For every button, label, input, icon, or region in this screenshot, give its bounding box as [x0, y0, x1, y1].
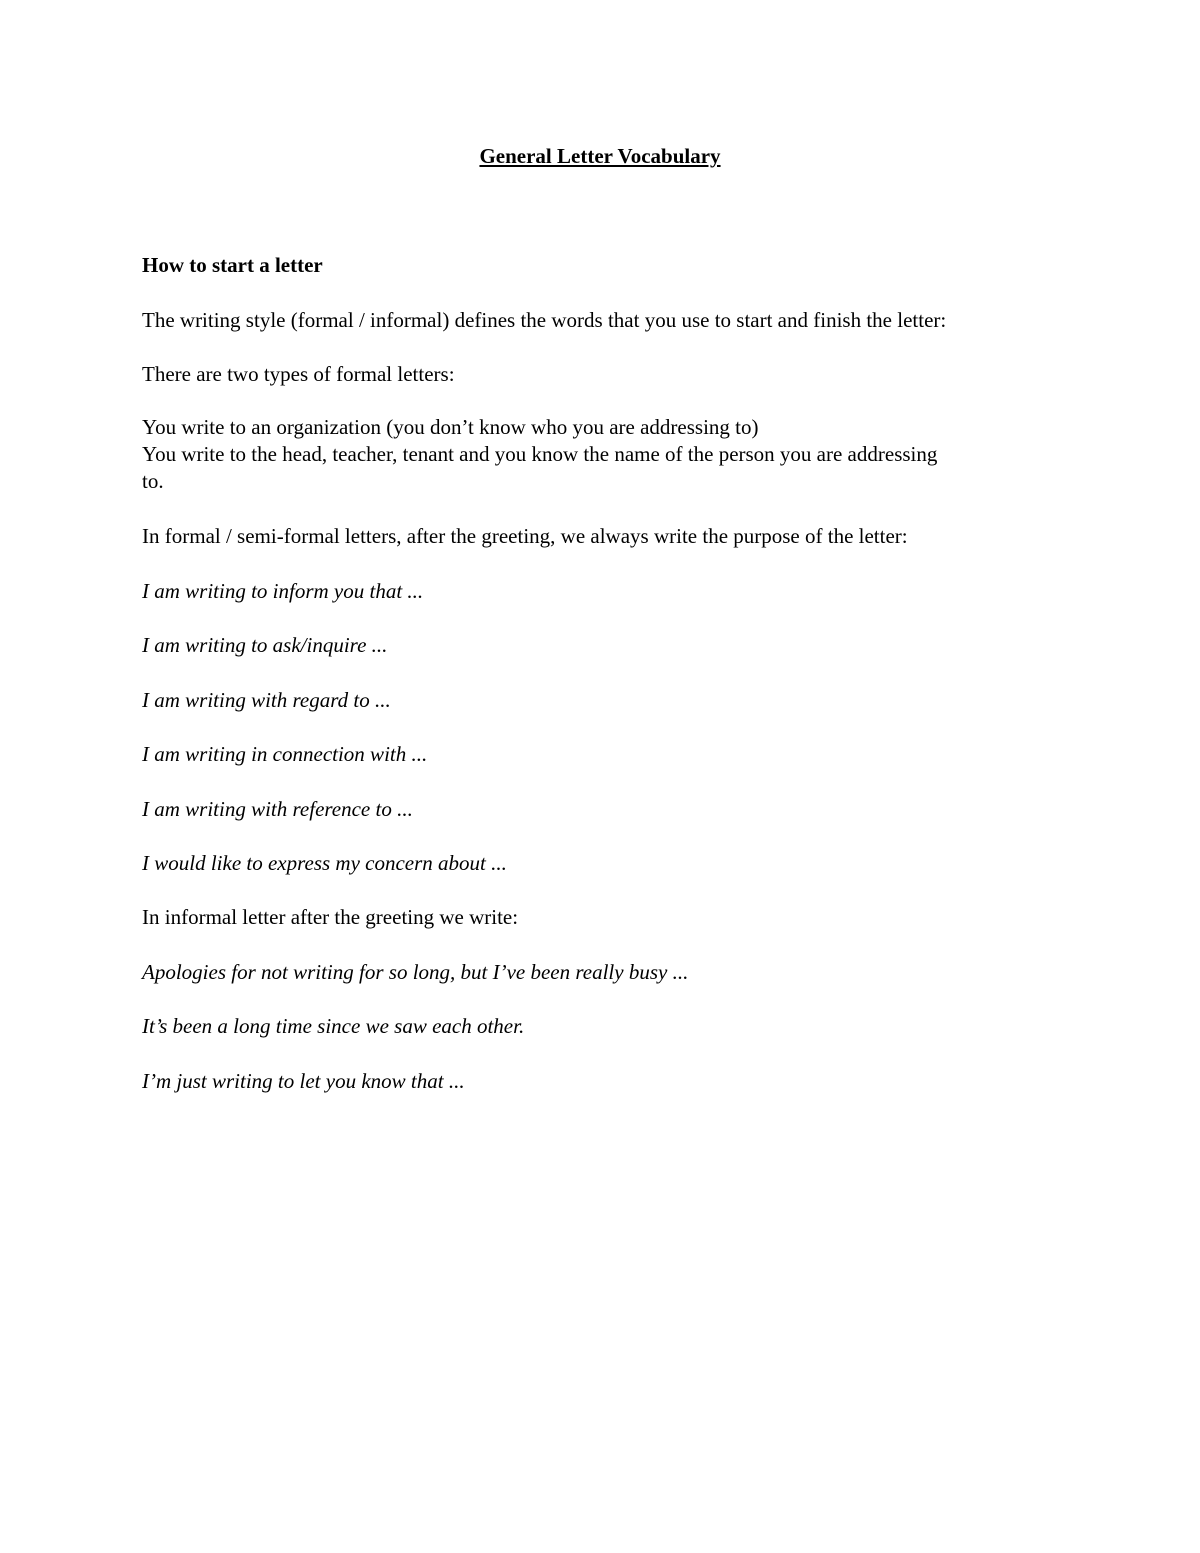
informal-phrase: Apologies for not writing for so long, but I’ve been really busy ...: [142, 960, 689, 984]
type-item: You write to the head, teacher, tenant and you know the name of the person you are addressing: [142, 442, 938, 466]
section-heading: How to start a letter: [142, 253, 323, 277]
informal-intro: In informal letter after the greeting we write:: [142, 905, 519, 929]
formal-phrase: I am writing in connection with ...: [142, 742, 428, 766]
intro-paragraph: The writing style (formal / informal) defines the words that you use to start and finish the letter:: [142, 308, 947, 332]
informal-phrase: I’m just writing to let you know that ...: [142, 1069, 465, 1093]
formal-phrase: I am writing with reference to ...: [142, 797, 413, 821]
page-title: General Letter Vocabulary: [479, 144, 721, 168]
type-item-continuation: to.: [142, 469, 164, 493]
type-item: You write to an organization (you don’t know who you are addressing to): [142, 415, 759, 439]
types-intro: There are two types of formal letters:: [142, 362, 455, 386]
formal-phrase: I am writing to ask/inquire ...: [142, 633, 388, 657]
formal-phrase: I am writing to inform you that ...: [142, 579, 424, 603]
formal-intro: In formal / semi-formal letters, after the greeting, we always write the purpose of the letter:: [142, 524, 908, 548]
formal-phrase: I am writing with regard to ...: [142, 688, 391, 712]
informal-phrase: It’s been a long time since we saw each other.: [142, 1014, 525, 1038]
formal-phrase: I would like to express my concern about ...: [142, 851, 507, 875]
